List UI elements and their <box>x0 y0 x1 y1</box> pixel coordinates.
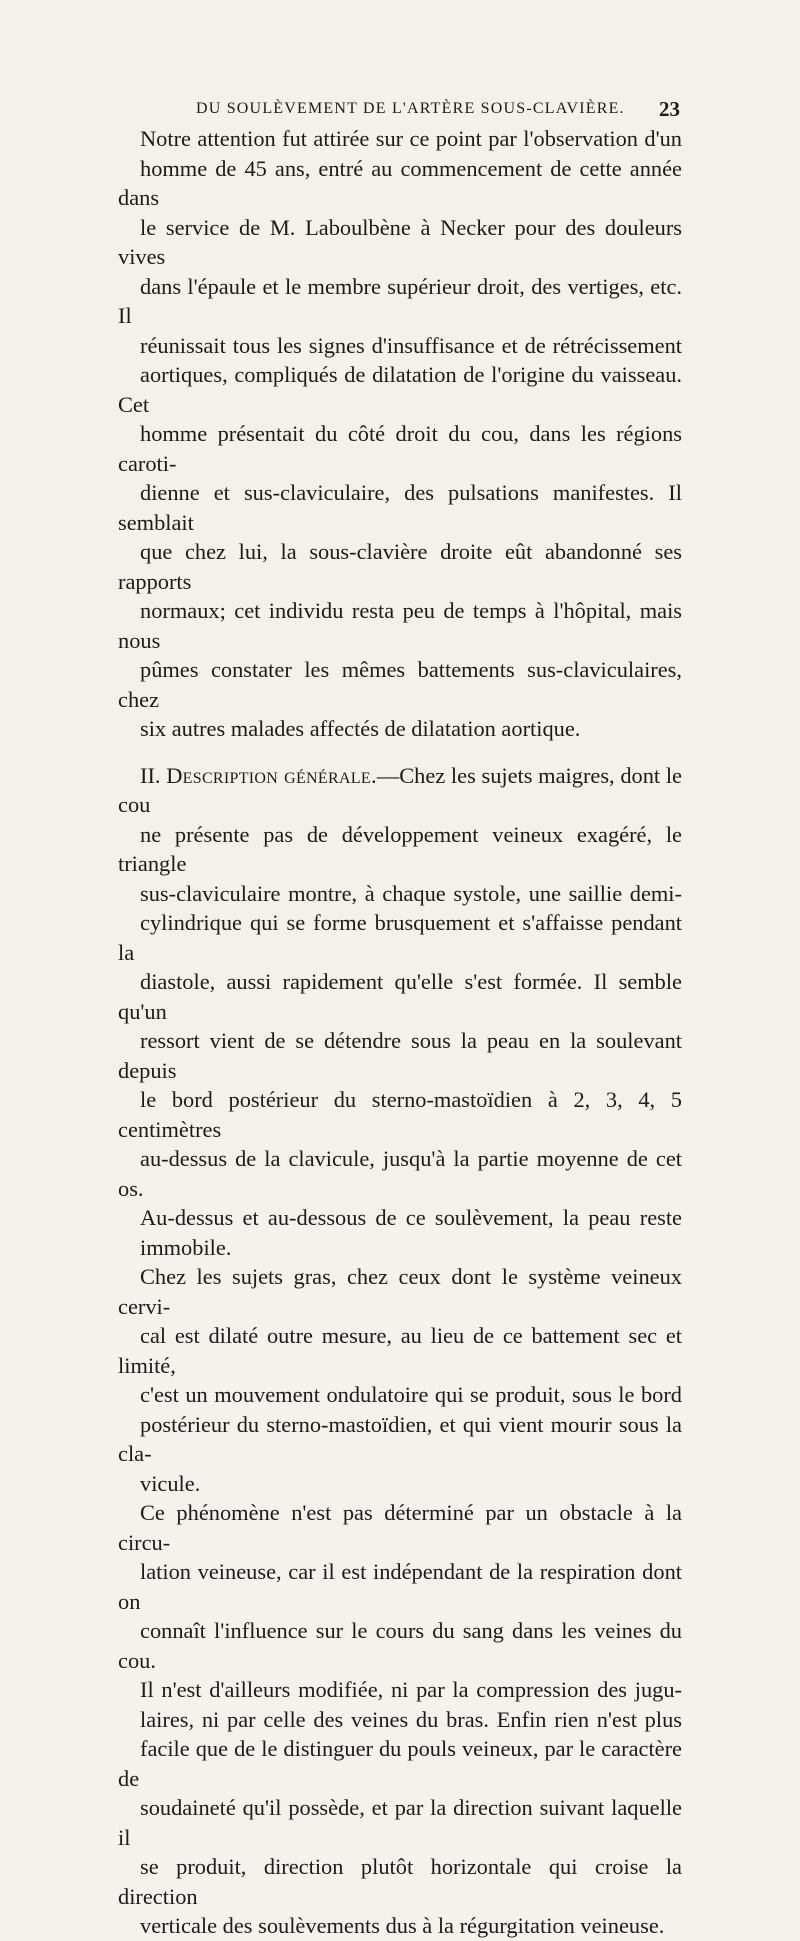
text-line: vicule. <box>140 1470 201 1496</box>
page-number: 23 <box>659 97 680 121</box>
paragraph-1 <box>118 124 682 744</box>
text-line: Notre attention fut attirée sur ce point par l'observation d'un <box>140 126 682 151</box>
text-line: se produit, direction plutôt horizontale qui croise la direction <box>118 1854 682 1909</box>
paragraph-5 <box>118 1675 682 1941</box>
text-line: le bord postérieur du sterno-mastoïdien à 2, 3, 4, 5 centimètres <box>118 1087 682 1142</box>
text-line-start: Chez les sujets maigres, dont le cou <box>118 762 682 817</box>
text-line: six autres malades affectés de dilatation aortique. <box>140 716 581 741</box>
text-line: aortiques, compliqués de dilatation de l'origine du vaisseau. Cet <box>118 362 682 417</box>
text-line: Chez les sujets gras, chez ceux dont le système veineux cervi- <box>118 1264 682 1319</box>
text-line: c'est un mouvement ondulatoire qui se produit, sous le bord <box>140 1382 682 1407</box>
text-line: sus-claviculaire montre, à chaque systole, une saillie demi- <box>140 880 682 906</box>
text-line: cal est dilaté outre mesure, au lieu de ce battement sec et limité, <box>118 1323 682 1378</box>
text-line: facile que de le distinguer du pouls veineux, par le caractère de <box>118 1736 682 1791</box>
body-text <box>118 124 682 1941</box>
paragraph-2-section-heading <box>118 761 682 1263</box>
paragraph-3 <box>118 1262 682 1498</box>
text-line: normaux; cet individu resta peu de temps à l'hôpital, mais nous <box>118 598 682 653</box>
text-line: connaît l'influence sur le cours du sang dans les veines du cou. <box>118 1618 682 1673</box>
text-line: dienne et sus-claviculaire, des pulsations manifestes. Il semblait <box>118 480 682 535</box>
text-line: dans l'épaule et le membre supérieur droit, des vertiges, etc. Il <box>118 273 682 328</box>
text-line: immobile. <box>140 1234 232 1260</box>
text-line: réunissait tous les signes d'insuffisance et de rétrécissement <box>140 332 682 358</box>
text-line: au-dessus de la clavicule, jusqu'à la partie moyenne de cet os. <box>118 1146 682 1201</box>
paragraph-4 <box>118 1498 682 1675</box>
text-line: Au-dessus et au-dessous de ce soulèvement, la peau reste <box>140 1205 682 1230</box>
text-line: pûmes constater les mêmes battements sus-claviculaires, chez <box>118 657 682 712</box>
text-line: diastole, aussi rapidement qu'elle s'est formée. Il semble qu'un <box>118 969 682 1024</box>
section-title: Description générale. <box>166 762 377 788</box>
text-line: laires, ni par celle des veines du bras. Enfin rien n'est plus <box>140 1706 682 1732</box>
text-line: homme de 45 ans, entré au commencement de cette année dans <box>118 155 682 210</box>
text-line: le service de M. Laboulbène à Necker pour des douleurs vives <box>118 214 682 269</box>
text-line: postérieur du sterno-mastoïdien, et qui vient mourir sous la cla- <box>118 1411 682 1466</box>
text-line: verticale des soulèvements dus à la régurgitation veineuse. <box>140 1913 665 1938</box>
text-line: homme présentait du côté droit du cou, dans les régions caroti- <box>118 421 682 476</box>
text-line: ressort vient de se détendre sous la peau en la soulevant depuis <box>118 1028 682 1083</box>
text-line: Ce phénomène n'est pas déterminé par un obstacle à la circu- <box>118 1500 682 1555</box>
section-dash: — <box>376 762 400 788</box>
text-line: cylindrique qui se forme brusquement et s'affaisse pendant la <box>118 910 682 965</box>
section-number: II. <box>140 762 161 788</box>
section-heading-line <box>118 761 682 820</box>
running-head-title: DU SOULÈVEMENT DE L'ARTÈRE SOUS-CLAVIÈRE. <box>196 100 625 117</box>
text-line: soudaineté qu'il possède, et par la direction suivant laquelle il <box>118 1795 682 1850</box>
text-line: ne présente pas de développement veineux exagéré, le triangle <box>118 821 682 876</box>
text-line: lation veineuse, car il est indépendant de la respiration dont on <box>118 1559 682 1614</box>
text-line: que chez lui, la sous-clavière droite eût abandonné ses rapports <box>118 539 682 594</box>
text-line: Il n'est d'ailleurs modifiée, ni par la compression des jugu- <box>140 1677 682 1702</box>
